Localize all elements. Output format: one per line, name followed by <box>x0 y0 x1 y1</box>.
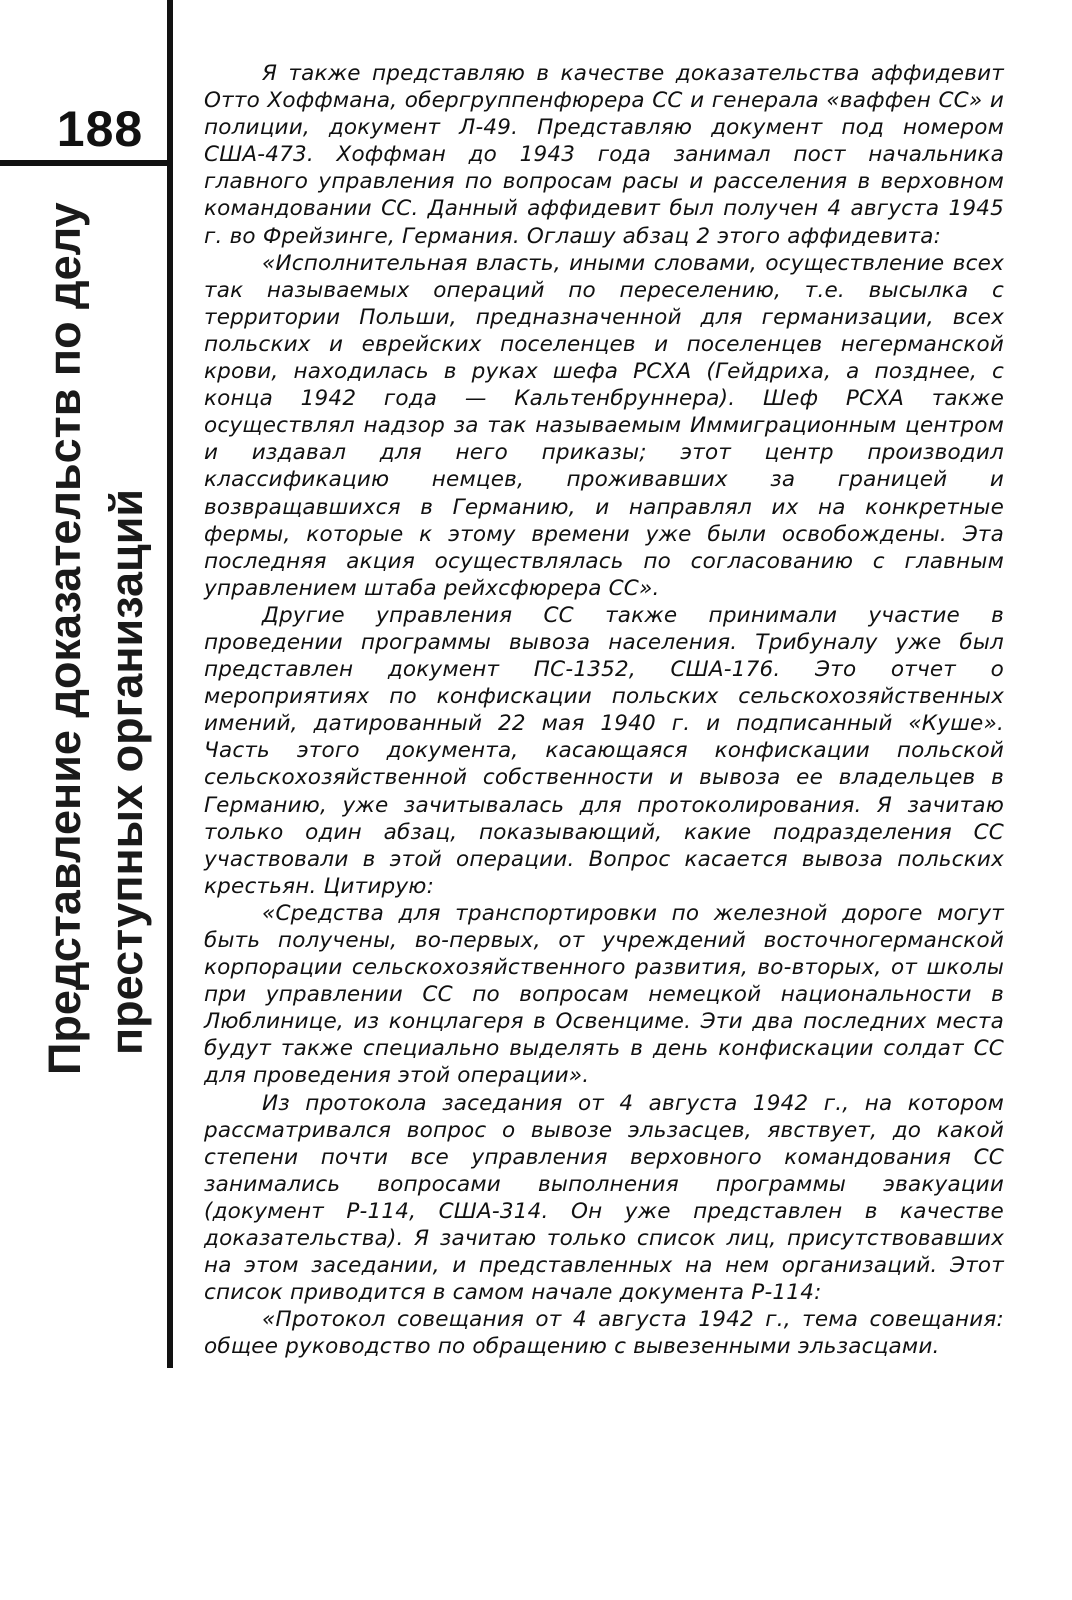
running-head-line-2: преступных организаций <box>101 488 152 1055</box>
paragraph: «Протокол совещания от 4 августа 1942 г., тема совещания: общее руководство по обращению с вывезенными эльзасцами. <box>204 1307 1004 1360</box>
body-text <box>204 60 1004 1361</box>
page-number: 188 <box>56 101 144 157</box>
paragraph: «Исполнительная власть, иными словами, осуществление всех так называемых операций по переселению, т.е. высылка с территории Польши, предназначенной для германизации, всех польских и еврейских поселенцев и поселенцев негерманской крови, находилась в руках шефа РСХА (Гейдриха, а позднее, с конца 1942 года — Кальтенбруннера). Шеф РСХА также осуществлял надзор за так называемым Иммиграционным центром и издавал для него приказы; этот центр производил классификацию немцев, проживавших за границей и возвращавшихся в Германию, и направлял их на конкретные фермы, которые к этому времени уже были освобождены. Эта последняя акция осуществлялась по согласованию с главным управлением штаба рейхсфюрера СС». <box>204 250 1004 601</box>
paragraph: Другие управления СС также принимали участие в проведении программы вывоза населения. Трибуналу уже был представлен документ ПС-1352, США-176. Это отчет о мероприятиях по конфискации польских сельскохозяйственных имений, датированный 22 мая 1940 г. и подписанный «Куше». Часть этого документа, касающаяся конфискации польской сельскохозяйственной собственности и вывоза ее владельцев в Германию, уже зачитывалась для протоколирования. Я зачитаю только один абзац, показывающий, какие подразделения СС участвовали в этой операции. Вопрос касается вывоза польских крестьян. Цитирую: <box>204 602 1004 899</box>
running-head-line-1: Представление доказательств по делу <box>39 202 90 1075</box>
paragraph: Из протокола заседания от 4 августа 1942 г., на котором рассматривался вопрос о вывозе эльзасцев, явствует, до какой степени почти все управления верховного командования СС занимались вопросами выполнения программы эвакуации (документ Р-114, США-314. Он уже представлен в качестве доказательства). Я зачитаю только список лиц, присутствовавших на этом заседании, и представленных на нем организаций. Этот список приводится в самом начале документа Р-114: <box>204 1090 1004 1306</box>
paragraph: «Средства для транспортировки по железной дороге могут быть получены, во-первых, от учреждений восточногерманской корпорации сельскохозяйственного развития, во-вторых, от школы при управлении СС по вопросам немецкой национальности в Люблинице, из концлагеря в Освенциме. Эти два последних места будут также специально выделять в день конфискации солдат СС для проведения этой операции». <box>204 900 1004 1089</box>
margin-rule <box>167 0 173 1368</box>
header-rule <box>0 160 168 166</box>
paragraph: Я также представляю в качестве доказательства аффидевит Отто Хоффмана, обергруппенфюрера СС и генерала «ваффен СС» и полиции, документ Л-49. Представляю документ под номером США-473. Хоффман до 1943 года занимал пост начальника главного управления по вопросам расы и расселения в верховном командовании СС. Данный аффидевит был получен 4 августа 1945 г. во Фрейзинге, Германия. Оглашу абзац 2 этого аффидевита: <box>204 61 1004 249</box>
running-head <box>6 195 166 1075</box>
